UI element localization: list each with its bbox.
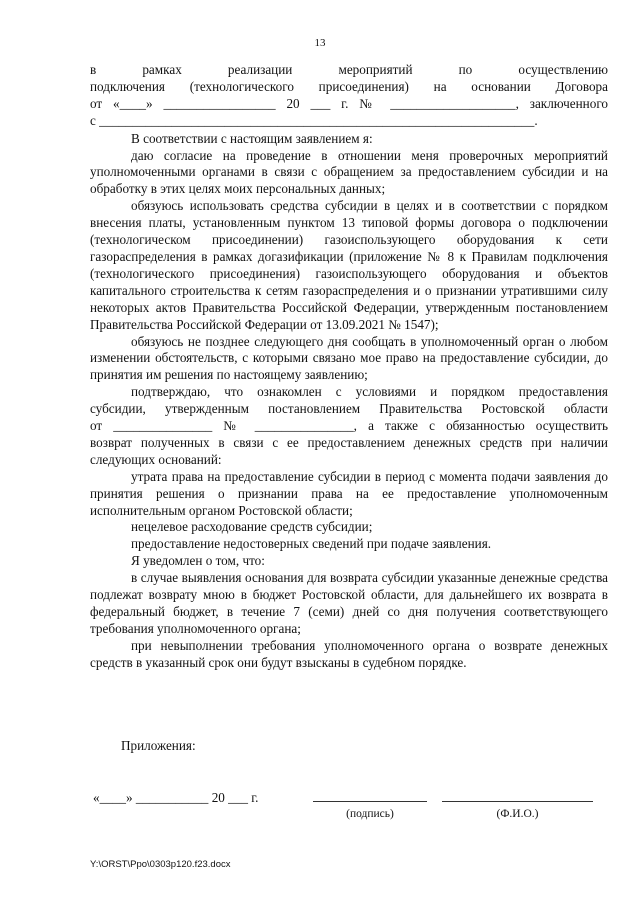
- paragraph: нецелевое расходование средств субсидии;: [131, 519, 373, 535]
- appendix-label: Приложения:: [121, 738, 196, 753]
- page-number: 13: [314, 37, 326, 49]
- document-body: [90, 62, 608, 672]
- paragraph: при невыполнении требования уполномоченного органа о возврате денежных средств в указанный срок они будут взысканы в судебном порядке.: [90, 637, 608, 670]
- paragraph-line: в рамках реализации мероприятий по осуществлению: [90, 62, 608, 77]
- paragraph-line: субсидии, утвержденным постановлением Правительства Ростовской области: [90, 401, 608, 417]
- signature-underline: [313, 801, 427, 802]
- paragraph-line: от _______________ № _______________, а также с обязанностью осуществить: [90, 418, 608, 434]
- paragraph-line: с __________________________________________________________________.: [90, 112, 538, 128]
- paragraph: предоставление недостоверных сведений при подаче заявления.: [131, 536, 492, 552]
- signature-caption: (подпись): [346, 808, 394, 820]
- paragraph: обязуюсь не позднее следующего дня сообщать в уполномоченный орган о любом изменении обстоятельств, с которыми связано мое право на предоставление субсидии, до принятия им решения по настоящему заявлению;: [90, 333, 608, 383]
- paragraph: Я уведомлен о том, что:: [131, 553, 265, 569]
- paragraph: даю согласие на проведение в отношении меня проверочных мероприятий уполномоченными органами в связи с обращением за предоставлением субсидии и на обработку в этих целях моих персональных данных;: [90, 147, 608, 197]
- paragraph: В соответствии с настоящим заявлением я:: [131, 130, 373, 146]
- paragraph: обязуюсь использовать средства субсидии в целях и в соответствии с порядком внесения платы, установленным пунктом 13 типовой формы договора о подключении (технологическом присоединении) газоиспользующего оборудования к сети газораспределения в рамках догазификации (приложение № 8 к Правилам подключения (технологического присоединения) газоиспользующего оборудования и объектов капитального строительства к сетям газораспределения и о признании утратившими силу некоторых актов Правительства Российской Федерации, утвержденным постановлением Правительства Российской Федерации от 13.09.2021 № 1547);: [90, 198, 608, 332]
- name-caption: (Ф.И.О.): [496, 808, 539, 820]
- name-underline: [442, 801, 593, 802]
- footer-file-path: Y:\ORST\Ppo\0303p120.f23.docx: [90, 859, 231, 870]
- paragraph: в случае выявления основания для возврата субсидии указанные денежные средства подлежат возврату мною в бюджет Ростовской области, для дальнейшего их возврата в федеральный бюджет, в течение 7 (семи) дней со дня получения соответствующего требования уполномоченного органа;: [90, 570, 608, 636]
- paragraph-line: подтверждаю, что ознакомлен с условиями и порядком предоставления: [131, 384, 608, 400]
- paragraph-line: подключения (технологического присоединения) на основании Договора: [90, 78, 608, 94]
- paragraph: возврат полученных в связи с ее предоставлением денежных средств при наличии следующих оснований:: [90, 434, 608, 467]
- signature-date-line: «____» ___________ 20 ___ г.: [93, 790, 259, 805]
- paragraph: утрата права на предоставление субсидии в период с момента подачи заявления до принятия решения о признании права на ее предоставление уполномоченным исполнительным органом Ростовской области;: [90, 468, 608, 518]
- paragraph-line: от «____» _________________ 20 ___ г. № ___________________, заключенного: [90, 95, 608, 111]
